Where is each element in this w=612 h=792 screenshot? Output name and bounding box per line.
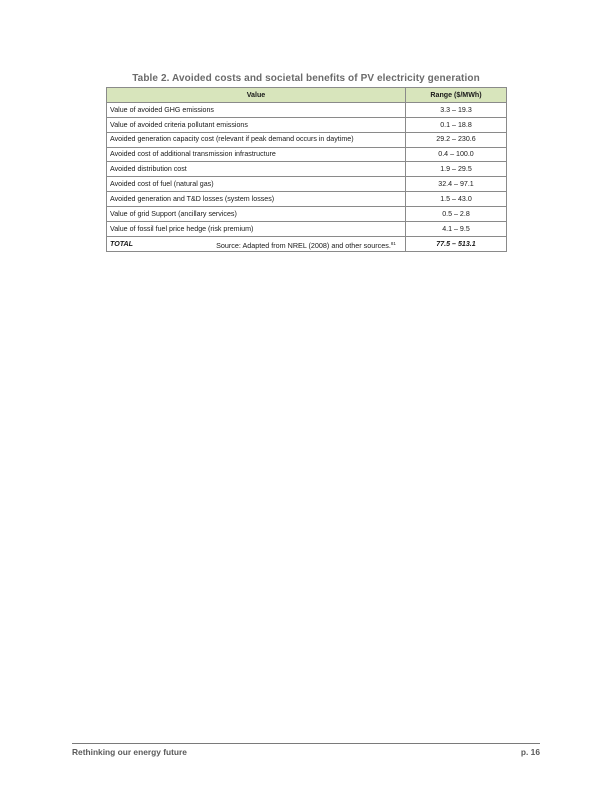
table-header-row (107, 88, 507, 103)
column-header-range: Range ($/MWh) (406, 88, 507, 103)
row-value: Avoided distribution cost (107, 162, 406, 177)
table-row (107, 207, 507, 222)
row-range: 32.4 – 97.1 (406, 177, 507, 192)
row-range: 29.2 – 230.6 (406, 132, 507, 147)
row-range: 4.1 – 9.5 (406, 222, 507, 237)
row-range: 1.5 – 43.0 (406, 192, 507, 207)
row-value: Value of avoided criteria pollutant emissions (107, 117, 406, 132)
row-range: 0.5 – 2.8 (406, 207, 507, 222)
table-source-note (0, 241, 612, 250)
row-range: 3.3 – 19.3 (406, 102, 507, 117)
table-row (107, 177, 507, 192)
page-number: p. 16 (520, 747, 540, 757)
table-row (107, 222, 507, 237)
table-row (107, 192, 507, 207)
row-range: 0.1 – 18.8 (406, 117, 507, 132)
column-header-value: Value (107, 88, 406, 103)
row-value: Avoided cost of additional transmission infrastructure (107, 147, 406, 162)
table-row (107, 132, 507, 147)
avoided-costs-table (106, 87, 507, 252)
table-row (107, 117, 507, 132)
footnote-ref: 81 (390, 241, 396, 246)
table-row (107, 162, 507, 177)
row-value: Avoided generation and T&D losses (system losses) (107, 192, 406, 207)
footer-divider (72, 743, 540, 744)
table-row (107, 102, 507, 117)
row-value: Avoided cost of fuel (natural gas) (107, 177, 406, 192)
table-row (107, 147, 507, 162)
row-value: Value of avoided GHG emissions (107, 102, 406, 117)
footer-title: Rethinking our energy future (72, 747, 187, 757)
row-range: 0.4 – 100.0 (406, 147, 507, 162)
row-value: Avoided generation capacity cost (relevant if peak demand occurs in daytime) (107, 132, 406, 147)
source-text: Source: Adapted from NREL (2008) and other sources. (216, 241, 391, 250)
row-range: 1.9 – 29.5 (406, 162, 507, 177)
row-value: Value of fossil fuel price hedge (risk premium) (107, 222, 406, 237)
total-range: 77.5 – 513.1 (406, 236, 507, 251)
total-label: TOTAL (107, 236, 406, 251)
table-caption: Table 2. Avoided costs and societal benefits of PV electricity generation (132, 73, 480, 84)
row-value: Value of grid Support (ancillary services) (107, 207, 406, 222)
